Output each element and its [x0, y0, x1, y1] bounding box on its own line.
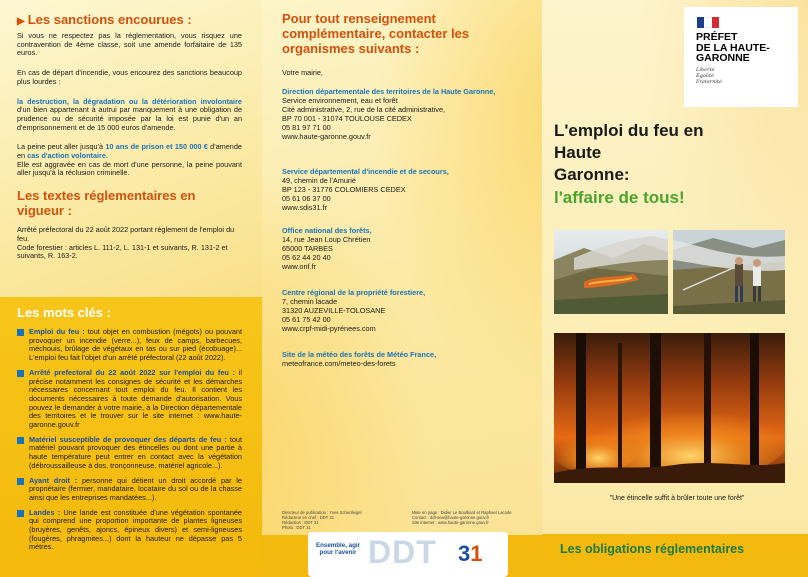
credit-line: Rédaction : DDT 31 [282, 520, 319, 525]
brochure-subtitle: l'affaire de tous! [554, 188, 685, 207]
title-line: L'emploi du feu en [554, 121, 704, 140]
motto-line: Liberté [696, 66, 715, 73]
keyword-text: Une lande est constituée d'une végétation spontanée qui comprend une proportion importante de plantes ligneuses (bruyères, genêts, ajoncs, épineux divers) et semi-ligneuses (fougères, phragmites...) dont la hauteur ne dépasse pas 5 mètres. [29, 507, 242, 552]
square-bullet-icon [17, 329, 24, 336]
photo-hillside-fire [554, 230, 668, 314]
keywords-section [0, 297, 262, 577]
ddt31-logo [308, 532, 508, 577]
square-bullet-icon [17, 478, 24, 485]
forest-fire-image [554, 333, 785, 483]
square-bullet-icon [17, 437, 24, 444]
sanctions-p3-rest: d'un bien appartenant à autrui par manquement à une obligation de prudence ou de sécurité imposée par la loi est punie d'un an d'emprisonnement et de 15 000 euros d'amende. [17, 105, 242, 132]
contact-website-link[interactable]: www.onf.fr [282, 262, 317, 271]
square-bullet-icon [17, 370, 24, 377]
textes-heading: Les textes réglementaires en vigueur : [17, 188, 196, 219]
credit-line: Contact : ddt-sea@haute-garonne.gouv.fr [412, 515, 490, 520]
prefet-line: GARONNE [696, 52, 750, 64]
right-panel [542, 0, 808, 577]
credit-line: Mise en page : Didier Le Boulbard et Raphael Lacode [412, 510, 512, 515]
prefet-logo [684, 7, 798, 107]
left-panel [0, 0, 262, 577]
keyword-item [29, 509, 242, 553]
contacts-heading: Pour tout renseignement complémentaire, contacter les organismes suivants : [282, 11, 470, 56]
keyword-term: Landes : [29, 507, 61, 517]
footer-label: Les obligations réglementaires [560, 542, 745, 556]
contact-line: 7, chemin lacade [282, 297, 338, 306]
right-footer-band [542, 534, 808, 577]
sanctions-p1: Si vous ne respectez pas la réglementation, vous risquez une contravention de 4ème classe, soit une amende forfaitaire de 135 euros. [17, 31, 242, 58]
contact-org: Site de la météo des forêts de Météo France, [282, 350, 437, 359]
textes-p1: Arrêté préfectoral du 22 août 2022 portant règlement de l'emploi du feu. [17, 225, 235, 243]
credit-line: Rédacteur en chef : DDT 31 [282, 515, 335, 520]
contact-line: 14, rue Jean Loup Chrétien [282, 235, 371, 244]
sanctions-p4-a: La peine peut aller jusqu'à [17, 142, 106, 152]
sanctions-p4-em1: 10 ans de prison et 150 000 € [105, 142, 208, 152]
keyword-text: il précise notamment les consignes de sécurité et les démarches nécessaires concernant tout emploi du feu. Il contient les documents nécessaires à toute demande d'autorisation. Vous pouvez le demander à votre mairie, à la Direction départementale des territoires et le trouver sur le site internet : www.haute-garonne.gouv.fr [29, 367, 242, 430]
brochure-title [554, 120, 754, 186]
contact-block [282, 288, 532, 333]
sanctions-heading [17, 12, 242, 29]
sanctions-p4-b: d'amende en [17, 142, 242, 161]
contact-line: Cité administrative, 2, rue de la cité administrative, [282, 105, 446, 114]
contact-line: BP 123 - 31776 COLOMIERS CEDEX [282, 185, 406, 194]
photo-firefighters [673, 230, 785, 314]
ddt-number-3: 3 [458, 541, 471, 566]
ddt-tagline: Ensemble, agir pour l'avenir [315, 542, 361, 556]
keywords-heading: Les mots clés : [17, 305, 111, 320]
credit-line: Photo : DDT 31 [282, 525, 311, 530]
keyword-term: Emploi du feu : [29, 327, 85, 336]
photo-forest-fire [554, 333, 785, 483]
keyword-text: personne qui détient un droit accordé par le propriétaire (fermier, mandataire, locataire du sol ou de la chasse ainsi que les entreprises mandatées...). [29, 475, 242, 502]
title-line: Garonne: [554, 165, 630, 184]
keyword-text: tout matériel pouvant provoquer des étincelles ou dont une partie à haute température peut entrer en contact avec la végétation (débroussailleuse à dos, tronçonneuse, matériel agricole...). [29, 434, 242, 470]
publication-credits [282, 510, 362, 530]
ddt-number-1: 1 [470, 541, 483, 566]
keyword-item [29, 369, 242, 430]
contact-website-link[interactable]: www.haute-garonne.gouv.fr [282, 132, 371, 141]
motto-line: Fraternité [696, 78, 722, 85]
firefighters-image [673, 230, 785, 314]
contact-block [282, 226, 532, 271]
prefet-text [696, 32, 798, 64]
contact-line: 65000 TARBES [282, 244, 333, 253]
textes-p2: Code forestier : articles L. 111-2, L. 131-1 et suivants, R. 131-2 et suivants, R. 163-2. [17, 242, 228, 261]
square-bullet-icon [17, 510, 24, 517]
sanctions-p2: En cas de départ d'incendie, vous encourez des sanctions beaucoup plus lourdes : [17, 68, 242, 86]
prefet-line: PRÉFET [696, 31, 738, 43]
keyword-term: Ayant droit : [29, 475, 78, 485]
contact-block [282, 87, 532, 141]
title-line: Haute [554, 143, 602, 162]
contact-line: BP 70 001 - 31074 TOULOUSE CEDEX [282, 114, 412, 123]
keyword-item [29, 436, 242, 471]
contact-phone: 05 62 44 20 40 [282, 253, 331, 262]
keyword-term: Matériel susceptible de provoquer des départs de feu : [29, 434, 227, 444]
contact-line: 31320 AUZEVILLE-TOLOSANE [282, 306, 386, 315]
hillside-fire-image [554, 230, 668, 314]
contact-block [282, 167, 532, 212]
contact-website-link[interactable]: meteofrance.com/meteo-des-forets [282, 359, 396, 368]
layout-credits [412, 510, 512, 525]
sanctions-p4 [17, 143, 242, 160]
keyword-item [29, 477, 242, 503]
sanctions-p4-em2: cas d'action volontaire. [27, 151, 108, 161]
credit-line: Directeur de publication : Yves Schenfeigel [282, 510, 362, 515]
motto-line: Égalité [696, 72, 714, 79]
contact-org: Centre régional de la propriété forestiere, [282, 288, 426, 297]
keyword-text: tout objet en combustion (mégots) ou pouvant provoquer un incendie (verre...), feux de camps, barbecues, méchouis, brûlage de végétaux en tas ou sur pied (écobuage)... L'emploi feu fait l'objet d'un arrêté préfectoral (22 août 2022). [29, 327, 242, 363]
republic-motto [696, 67, 798, 85]
sanctions-p3 [17, 98, 242, 133]
contact-line: 49, chemin de l'Amurié [282, 176, 356, 185]
sanctions-p5: Elle est aggravée en cas de mort d'une personne, la peine pouvant aller jusqu'à la réclusion criminelle. [17, 159, 242, 178]
prefet-line: DE LA HAUTE- [696, 41, 770, 54]
contact-mairie: Votre mairie, [282, 68, 323, 77]
ddt-number [458, 541, 483, 567]
contact-org: Office national des forêts, [282, 226, 372, 235]
contact-org: Service départemental d'incendie et de secours, [282, 167, 449, 176]
contact-block [282, 350, 532, 368]
contact-phone: 05 61 75 42 00 [282, 315, 331, 324]
contact-line: Service environnement, eau et forêt [282, 96, 398, 105]
sanctions-title: Les sanctions encourues : [27, 12, 192, 27]
triangle-bullet-icon: ▶ [17, 16, 25, 27]
contact-phone: 05 61 06 37 00 [282, 194, 331, 203]
french-flag-icon [697, 17, 719, 28]
keyword-item [29, 328, 242, 363]
keyword-term: Arrêté prefectoral du 22 août 2022 sur l'emploi du feu : [29, 367, 236, 377]
contact-website-link[interactable]: www.crpf-midi-pyrénees.com [282, 324, 376, 333]
credit-line: Site internet : www.haute-garonne.gouv.fr [412, 520, 489, 525]
ddt-wordmark: DDT [368, 534, 437, 570]
keywords-list [17, 328, 242, 552]
contact-website-link[interactable]: www.sdis31.fr [282, 203, 328, 212]
middle-panel [262, 0, 542, 577]
sanctions-p3-em: la destruction, la dégradation ou la détérioration involontaire [17, 96, 242, 106]
sanctions-section [0, 0, 262, 297]
contact-phone: 05 81 97 71 00 [282, 123, 331, 132]
photo-caption: "Une étincelle suffit à brûler toute une forêt" [609, 495, 745, 502]
contact-org: Direction départementale des territoires de la Haute Garonne, [282, 87, 496, 96]
